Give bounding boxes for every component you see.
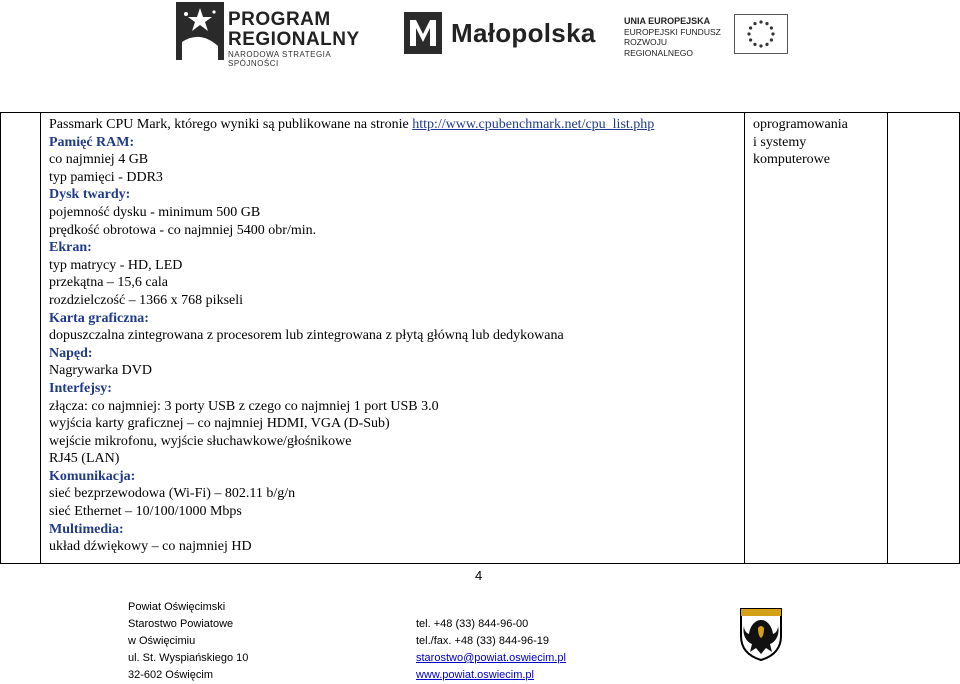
spec-item: sieć bezprzewodowa (Wi-Fi) – 802.11 b/g/n bbox=[49, 486, 296, 502]
spec-table bbox=[0, 112, 960, 564]
spec-item: prędkość obrotowa - co najmniej 5400 obr/min. bbox=[49, 222, 317, 238]
table-top-border bbox=[0, 112, 960, 113]
malopolska-logo bbox=[404, 10, 594, 56]
eu-logo-text bbox=[624, 16, 724, 58]
program-logo-line2: REGIONALNY bbox=[228, 29, 360, 50]
spec-item: przekątna – 15,6 cala bbox=[49, 275, 168, 291]
eu-logo bbox=[624, 14, 784, 58]
spec-item: rozdzielczość – 1366 x 768 pikseli bbox=[49, 292, 244, 308]
program-logo-line1: PROGRAM bbox=[228, 9, 331, 30]
page-number: 4 bbox=[475, 568, 483, 583]
footer-address bbox=[128, 599, 248, 684]
spec-item: RJ45 (LAN) bbox=[49, 451, 120, 467]
footer-phone: tel. +48 (33) 844-96-00 bbox=[416, 618, 529, 630]
spec-intro-line bbox=[49, 116, 739, 134]
spec-intro-text: Passmark CPU Mark, którego wyniki są publikowane na stronie bbox=[49, 117, 413, 132]
table-column-divider bbox=[40, 112, 41, 564]
table-left-border bbox=[0, 112, 1, 564]
category-line3: komputerowe bbox=[753, 152, 830, 168]
spec-item: układ dźwiękowy – co najmniej HD bbox=[49, 539, 252, 555]
program-regionalny-emblem-icon bbox=[176, 2, 224, 60]
spec-section-heading: Karta graficzna: bbox=[49, 310, 149, 326]
powiat-crest-icon bbox=[738, 606, 784, 662]
spec-item: typ pamięci - DDR3 bbox=[49, 169, 163, 185]
cpubenchmark-link[interactable]: http://www.cpubenchmark.net/cpu_list.php bbox=[412, 117, 655, 132]
spec-section-heading: Pamięć RAM: bbox=[49, 134, 135, 150]
spec-section-heading: Dysk twardy: bbox=[49, 187, 131, 203]
category-cell bbox=[753, 116, 883, 169]
footer-address-line5: 32-602 Oświęcim bbox=[128, 669, 213, 681]
spec-item: dopuszczalna zintegrowana z procesorem lub zintegrowana z płytą główną lub dedykowana bbox=[49, 328, 564, 344]
footer-contact bbox=[416, 616, 566, 684]
page-footer bbox=[0, 596, 960, 681]
spec-item: Nagrywarka DVD bbox=[49, 363, 153, 379]
table-bottom-border bbox=[0, 563, 960, 564]
program-logo-line3: NARODOWA STRATEGIA SPÓJNOŚCI bbox=[228, 50, 331, 68]
malopolska-logo-text: Małopolska bbox=[451, 18, 596, 48]
spec-section-heading: Komunikacja: bbox=[49, 468, 136, 484]
footer-website-link[interactable]: www.powiat.oswiecim.pl bbox=[416, 669, 534, 681]
page-header bbox=[0, 0, 960, 70]
category-line2: i systemy bbox=[753, 134, 807, 150]
spec-item: pojemność dysku - minimum 500 GB bbox=[49, 204, 261, 220]
spec-section-heading: Napęd: bbox=[49, 345, 93, 361]
spec-item: wyjścia karty graficznej – co najmniej HDMI, VGA (D-Sub) bbox=[49, 416, 390, 432]
malopolska-emblem-icon bbox=[404, 12, 442, 54]
footer-address-line4: ul. St. Wyspiańskiego 10 bbox=[128, 652, 249, 664]
spec-item: złącza: co najmniej: 3 porty USB z czego co najmniej 1 port USB 3.0 bbox=[49, 398, 439, 414]
eu-flag-icon bbox=[734, 14, 788, 54]
footer-email-link[interactable]: starostwo@powiat.oswiecim.pl bbox=[416, 652, 566, 664]
spec-section-heading: Multimedia: bbox=[49, 521, 124, 537]
table-column-divider bbox=[744, 112, 745, 564]
specification-text bbox=[49, 116, 739, 556]
spec-item: sieć Ethernet – 10/100/1000 Mbps bbox=[49, 504, 242, 520]
spec-lines bbox=[49, 134, 739, 556]
spec-item: wejście mikrofonu, wyjście słuchawkowe/głośnikowe bbox=[49, 433, 352, 449]
footer-address-line2: Starostwo Powiatowe bbox=[128, 618, 234, 630]
spec-section-heading: Interfejsy: bbox=[49, 380, 112, 396]
eu-logo-line2: EUROPEJSKI FUNDUSZ bbox=[624, 26, 721, 37]
footer-fax: tel./fax. +48 (33) 844-96-19 bbox=[416, 635, 549, 647]
eu-logo-line3: ROZWOJU REGIONALNEGO bbox=[624, 37, 693, 58]
spec-item: co najmniej 4 GB bbox=[49, 152, 149, 168]
program-regionalny-logo bbox=[176, 2, 376, 68]
eu-logo-line1: UNIA EUROPEJSKA bbox=[624, 16, 711, 26]
footer-address-line1: Powiat Oświęcimski bbox=[128, 601, 226, 613]
spec-item: typ matrycy - HD, LED bbox=[49, 257, 183, 273]
footer-address-line3: w Oświęcimiu bbox=[128, 635, 196, 647]
spec-section-heading: Ekran: bbox=[49, 240, 92, 256]
table-column-divider bbox=[887, 112, 888, 564]
category-line1: oprogramowania bbox=[753, 117, 848, 132]
